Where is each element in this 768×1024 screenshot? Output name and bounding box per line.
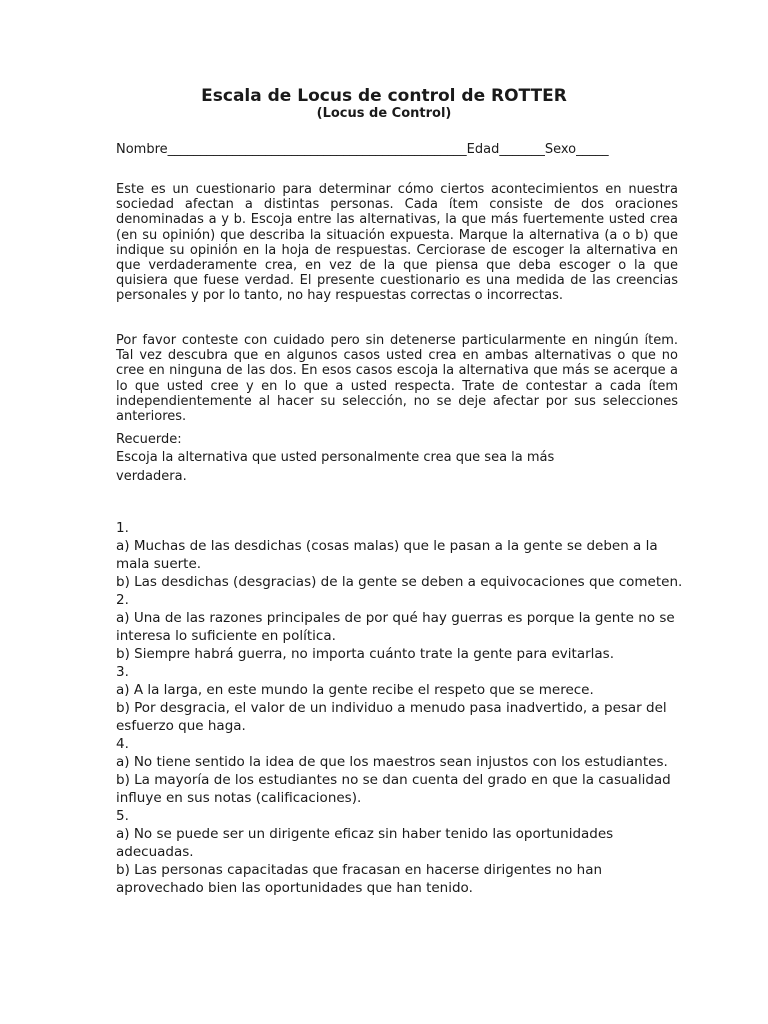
question-list: [116, 519, 686, 897]
question-option-b: b) Las desdichas (desgracias) de la gente se deben a equivocaciones que cometen.: [116, 574, 683, 590]
question-item-5: [116, 807, 686, 897]
question-item-3: [116, 663, 686, 735]
question-option-a: a) No se puede ser un dirigente eficaz sin haber tenido las oportunidades adecuadas.: [116, 826, 614, 860]
question-item-2: [116, 591, 686, 663]
intro-paragraph-2: Por favor conteste con cuidado pero sin detenerse particularmente en ningún ítem. Tal vez descubra que en algunos casos usted crea en ambas alternativas o que no cree en ninguna de las dos. En esos casos escoja la alternativa que más se acerque a lo que usted cree y en lo que a usted respecta. Trate de contestar a cada ítem independientemente al hacer su selección, no se deje afectar por sus selecciones anteriores.: [116, 333, 678, 425]
question-option-a: a) No tiene sentido la idea de que los maestros sean injustos con los estudiantes.: [116, 754, 668, 770]
question-number: 4.: [116, 736, 129, 752]
document-title: Escala de Locus de control de ROTTER: [201, 86, 567, 106]
remember-text: Escoja la alternativa que usted personalmente crea que sea la más verdadera.: [116, 450, 555, 484]
question-number: 5.: [116, 808, 129, 824]
name-age-sex-line: Nombre______________________________________________Edad_______Sexo_____: [116, 142, 609, 157]
question-option-b: b) Siempre habrá guerra, no importa cuánto trate la gente para evitarlas.: [116, 646, 614, 662]
question-option-b: b) La mayoría de los estudiantes no se dan cuenta del grado en que la casualidad influye en sus notas (calificaciones).: [116, 772, 671, 806]
document-subtitle: (Locus de Control): [316, 106, 452, 121]
question-option-a: a) A la larga, en este mundo la gente recibe el respeto que se merece.: [116, 682, 594, 698]
question-option-b: b) Por desgracia, el valor de un individuo a menudo pasa inadvertido, a pesar del esfuerzo que haga.: [116, 700, 667, 734]
remember-label: Recuerde:: [116, 432, 182, 447]
question-option-a: a) Muchas de las desdichas (cosas malas) que le pasan a la gente se deben a la mala suerte.: [116, 538, 658, 572]
question-option-b: b) Las personas capacitadas que fracasan en hacerse dirigentes no han aprovechado bien las oportunidades que han tenido.: [116, 862, 603, 896]
question-option-a: a) Una de las razones principales de por qué hay guerras es porque la gente no se interesa lo suficiente en política.: [116, 610, 675, 644]
intro-paragraph-1: Este es un cuestionario para determinar cómo ciertos acontecimientos en nuestra sociedad afectan a distintas personas. Cada ítem consiste de dos oraciones denominadas a y b. Escoja entre las alternativas, la que más fuertemente usted crea (en su opinión) que describa la situación expuesta. Marque la alternativa (a o b) que indique su opinión en la hoja de respuestas. Cerciorase de escoger la alternativa en que verdaderamente crea, en vez de la que piensa que deba escoger o la que quisiera que fuese verdad. El presente cuestionario es una medida de las creencias personales y por lo tanto, no hay respuestas correctas o incorrectas.: [116, 182, 678, 304]
question-number: 1.: [116, 520, 129, 536]
question-number: 2.: [116, 592, 129, 608]
question-number: 3.: [116, 664, 129, 680]
question-item-4: [116, 735, 686, 807]
question-item-1: [116, 519, 686, 591]
